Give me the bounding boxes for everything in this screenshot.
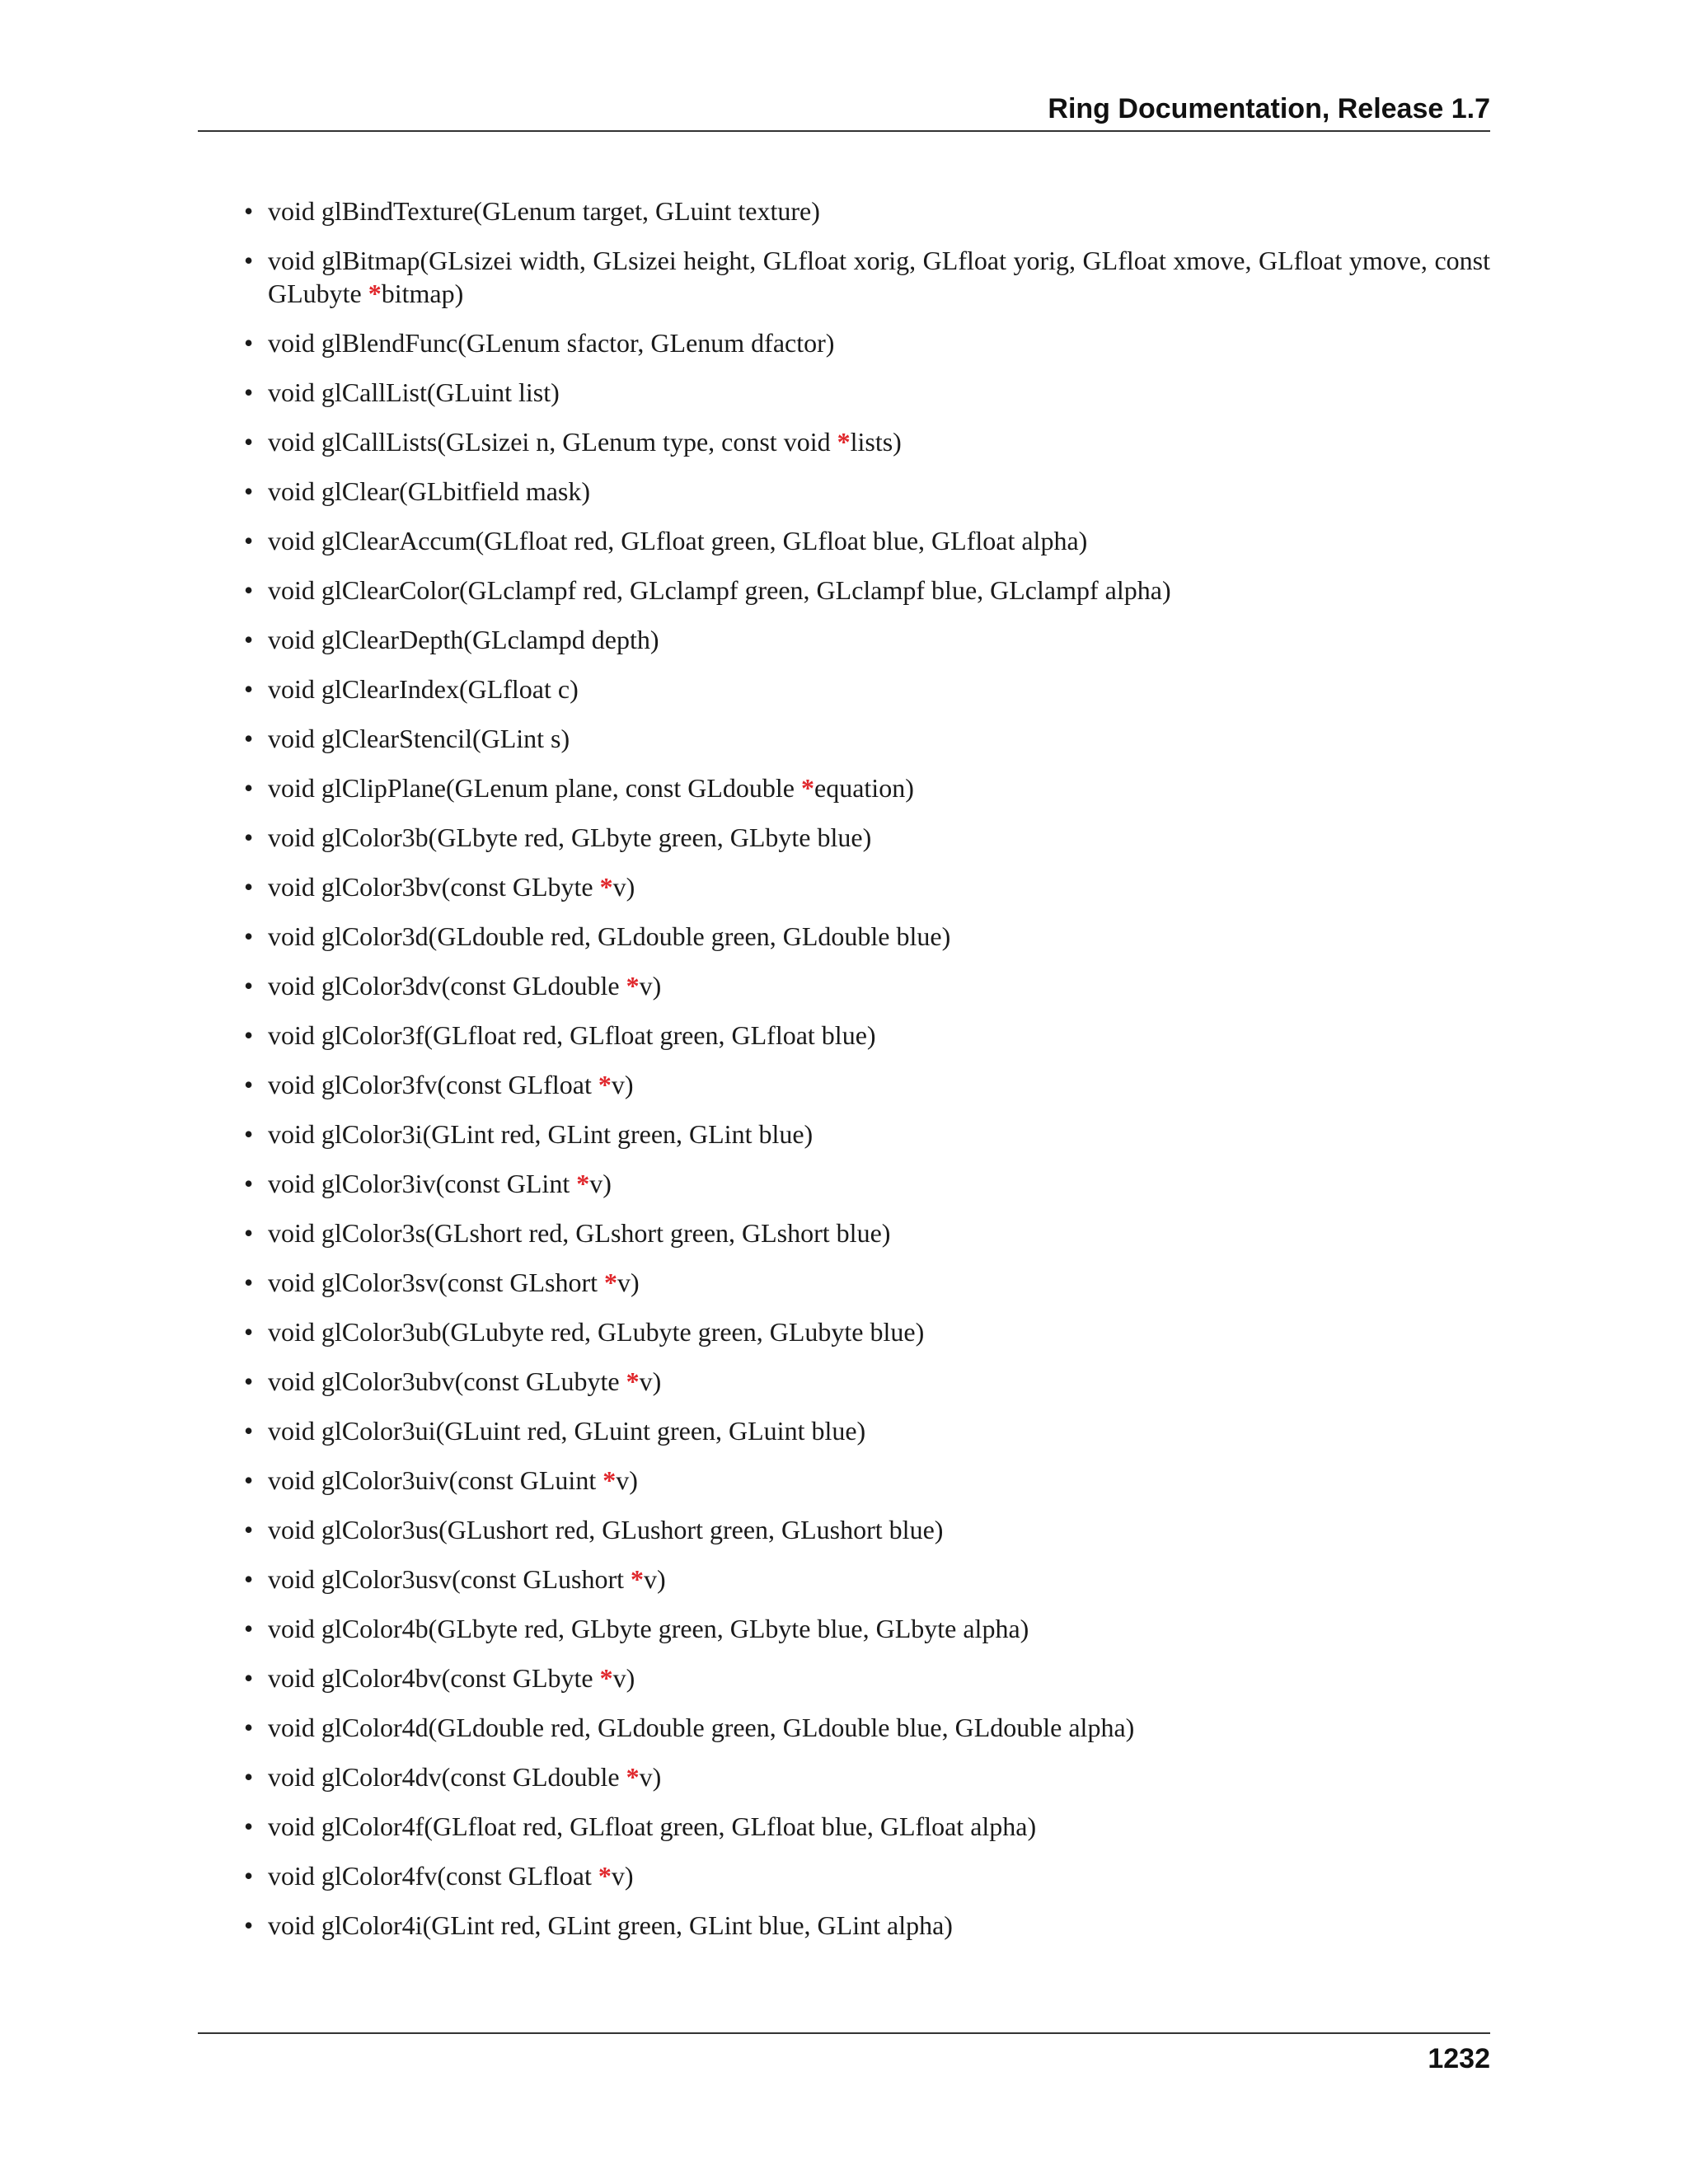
function-signature: void glColor3d(GLdouble red, GLdouble green, GLdouble blue)	[268, 921, 951, 951]
function-signature: void glColor3f(GLfloat red, GLfloat green, GLfloat blue)	[268, 1020, 876, 1050]
function-signature: void glColor3iv(const GLint	[268, 1169, 577, 1198]
list-item	[198, 1909, 1490, 1942]
bullet-icon: •	[244, 526, 254, 555]
bullet-icon: •	[244, 1317, 254, 1347]
bullet-icon: •	[244, 971, 254, 1001]
function-signature-tail: v)	[611, 1861, 634, 1891]
bullet-icon: •	[244, 1663, 254, 1693]
function-signature-tail: equation)	[814, 773, 914, 803]
function-signature-tail: v)	[617, 1268, 640, 1297]
list-item	[198, 969, 1490, 1002]
bullet-icon: •	[244, 1861, 254, 1891]
header-title: Ring Documentation, Release 1.7	[1048, 93, 1490, 124]
function-signature: void glClearColor(GLclampf red, GLclampf green, GLclampf blue, GLclampf alpha)	[268, 575, 1171, 605]
function-signature-tail: v)	[616, 1465, 638, 1495]
function-signature: void glColor3us(GLushort red, GLushort green, GLushort blue)	[268, 1515, 944, 1544]
bullet-icon: •	[244, 476, 254, 506]
function-signature: void glColor4dv(const GLdouble	[268, 1762, 626, 1792]
pointer-asterisk: *	[598, 1070, 612, 1099]
function-signature: void glColor4f(GLfloat red, GLfloat green, GLfloat blue, GLfloat alpha)	[268, 1811, 1037, 1841]
list-item	[198, 1266, 1490, 1299]
list-item	[198, 376, 1490, 409]
function-signature: void glClear(GLbitfield mask)	[268, 476, 591, 506]
list-item	[198, 326, 1490, 359]
pointer-asterisk: *	[368, 279, 382, 308]
page-footer	[198, 2032, 1490, 2074]
pointer-asterisk: *	[626, 1762, 640, 1792]
list-item	[198, 623, 1490, 656]
bullet-icon: •	[244, 1910, 254, 1940]
bullet-icon: •	[244, 575, 254, 605]
bullet-icon: •	[244, 872, 254, 902]
list-item	[198, 1068, 1490, 1101]
function-signature: void glBlendFunc(GLenum sfactor, GLenum dfactor)	[268, 328, 835, 358]
function-signature-tail: v)	[643, 1564, 666, 1594]
pointer-asterisk: *	[837, 427, 851, 457]
bullet-icon: •	[244, 377, 254, 407]
bullet-icon: •	[244, 1811, 254, 1841]
bullet-icon: •	[244, 1366, 254, 1396]
function-signature: void glColor4bv(const GLbyte	[268, 1663, 600, 1693]
list-item	[198, 1661, 1490, 1694]
function-signature: void glColor3b(GLbyte red, GLbyte green, GLbyte blue)	[268, 823, 872, 852]
bullet-icon: •	[244, 1020, 254, 1050]
list-item	[198, 1216, 1490, 1249]
bullet-icon: •	[244, 674, 254, 704]
bullet-icon: •	[244, 1564, 254, 1594]
bullet-icon: •	[244, 1465, 254, 1495]
bullet-icon: •	[244, 1268, 254, 1297]
function-signature: void glColor3bv(const GLbyte	[268, 872, 600, 902]
list-item	[198, 1167, 1490, 1200]
function-signature-tail: v)	[611, 1070, 634, 1099]
pointer-asterisk: *	[599, 1663, 613, 1693]
list-item	[198, 1760, 1490, 1793]
list-item	[198, 821, 1490, 854]
page-content	[198, 194, 1490, 1958]
function-signature: void glColor3ui(GLuint red, GLuint green, GLuint blue)	[268, 1416, 866, 1446]
bullet-icon: •	[244, 724, 254, 753]
function-signature: void glColor3uiv(const GLuint	[268, 1465, 603, 1495]
list-item	[198, 1365, 1490, 1398]
function-signature-tail: v)	[639, 1366, 662, 1396]
list-item	[198, 1810, 1490, 1843]
list-item	[198, 1464, 1490, 1497]
function-signature: void glColor3i(GLint red, GLint green, GLint blue)	[268, 1119, 814, 1149]
bullet-icon: •	[244, 625, 254, 654]
list-item	[198, 870, 1490, 903]
function-signature: void glCallLists(GLsizei n, GLenum type, const void	[268, 427, 837, 457]
function-signature: void glColor3usv(const GLushort	[268, 1564, 631, 1594]
function-signature: void glColor3fv(const GLfloat	[268, 1070, 598, 1099]
list-item	[198, 475, 1490, 508]
function-signature: void glColor4i(GLint red, GLint green, GLint blue, GLint alpha)	[268, 1910, 953, 1940]
function-signature: void glClearStencil(GLint s)	[268, 724, 570, 753]
bullet-icon: •	[244, 1119, 254, 1149]
page-number: 1232	[1428, 2043, 1490, 2074]
function-signature: void glColor4d(GLdouble red, GLdouble green, GLdouble blue, GLdouble alpha)	[268, 1713, 1135, 1742]
function-signature-tail: v)	[639, 1762, 662, 1792]
function-signature-tail: bitmap)	[381, 279, 464, 308]
pointer-asterisk: *	[626, 1366, 640, 1396]
pointer-asterisk: *	[801, 773, 814, 803]
bullet-icon: •	[244, 196, 254, 226]
list-item	[198, 1315, 1490, 1348]
function-signature-tail: lists)	[850, 427, 902, 457]
bullet-icon: •	[244, 328, 254, 358]
bullet-icon: •	[244, 1416, 254, 1446]
bullet-icon: •	[244, 823, 254, 852]
list-item	[198, 1513, 1490, 1546]
function-signature: void glClearDepth(GLclampd depth)	[268, 625, 659, 654]
pointer-asterisk: *	[599, 872, 613, 902]
list-item	[198, 1118, 1490, 1151]
list-item	[198, 673, 1490, 705]
bullet-icon: •	[244, 1169, 254, 1198]
function-signature: void glCallList(GLuint list)	[268, 377, 560, 407]
bullet-icon: •	[244, 1515, 254, 1544]
pointer-asterisk: *	[626, 971, 640, 1001]
bullet-icon: •	[244, 427, 254, 457]
pointer-asterisk: *	[630, 1564, 644, 1594]
bullet-icon: •	[244, 1762, 254, 1792]
list-item	[198, 1612, 1490, 1645]
list-item	[198, 524, 1490, 557]
function-signature: void glClearAccum(GLfloat red, GLfloat green, GLfloat blue, GLfloat alpha)	[268, 526, 1088, 555]
function-signature: void glClipPlane(GLenum plane, const GLdouble	[268, 773, 801, 803]
bullet-icon: •	[244, 921, 254, 951]
list-item	[198, 574, 1490, 607]
function-signature: void glColor3ub(GLubyte red, GLubyte green, GLubyte blue)	[268, 1317, 925, 1347]
list-item	[198, 1414, 1490, 1447]
bullet-icon: •	[244, 1614, 254, 1643]
list-item	[198, 1711, 1490, 1744]
list-item	[198, 1563, 1490, 1596]
function-signature: void glBindTexture(GLenum target, GLuint texture)	[268, 196, 820, 226]
function-signature: void glColor3ubv(const GLubyte	[268, 1366, 626, 1396]
list-item	[198, 920, 1490, 953]
list-item	[198, 425, 1490, 458]
function-signature: void glColor3dv(const GLdouble	[268, 971, 626, 1001]
function-signature: void glColor4b(GLbyte red, GLbyte green, GLbyte blue, GLbyte alpha)	[268, 1614, 1029, 1643]
function-signature: void glBitmap(GLsizei width, GLsizei height, GLfloat xorig, GLfloat yorig, GLfloat xmove, GLfloat ymove, const GLubyte	[268, 246, 1490, 308]
pointer-asterisk: *	[576, 1169, 590, 1198]
bullet-icon: •	[244, 1070, 254, 1099]
bullet-icon: •	[244, 1713, 254, 1742]
function-signature-tail: v)	[612, 1663, 635, 1693]
page-header	[198, 91, 1490, 132]
list-item	[198, 194, 1490, 227]
function-signature-tail: v)	[589, 1169, 612, 1198]
function-signature: void glClearIndex(GLfloat c)	[268, 674, 579, 704]
list-item	[198, 771, 1490, 804]
function-signature-tail: v)	[639, 971, 662, 1001]
pointer-asterisk: *	[598, 1861, 612, 1891]
function-signature: void glColor4fv(const GLfloat	[268, 1861, 598, 1891]
function-signature: void glColor3sv(const GLshort	[268, 1268, 604, 1297]
pointer-asterisk: *	[603, 1268, 617, 1297]
function-signature-tail: v)	[612, 872, 635, 902]
function-list	[198, 194, 1490, 1942]
list-item	[198, 244, 1490, 310]
bullet-icon: •	[244, 1218, 254, 1248]
list-item	[198, 722, 1490, 755]
list-item	[198, 1859, 1490, 1892]
bullet-icon: •	[244, 773, 254, 803]
list-item	[198, 1019, 1490, 1052]
pointer-asterisk: *	[603, 1465, 617, 1495]
bullet-icon: •	[244, 246, 254, 275]
function-signature: void glColor3s(GLshort red, GLshort green, GLshort blue)	[268, 1218, 891, 1248]
